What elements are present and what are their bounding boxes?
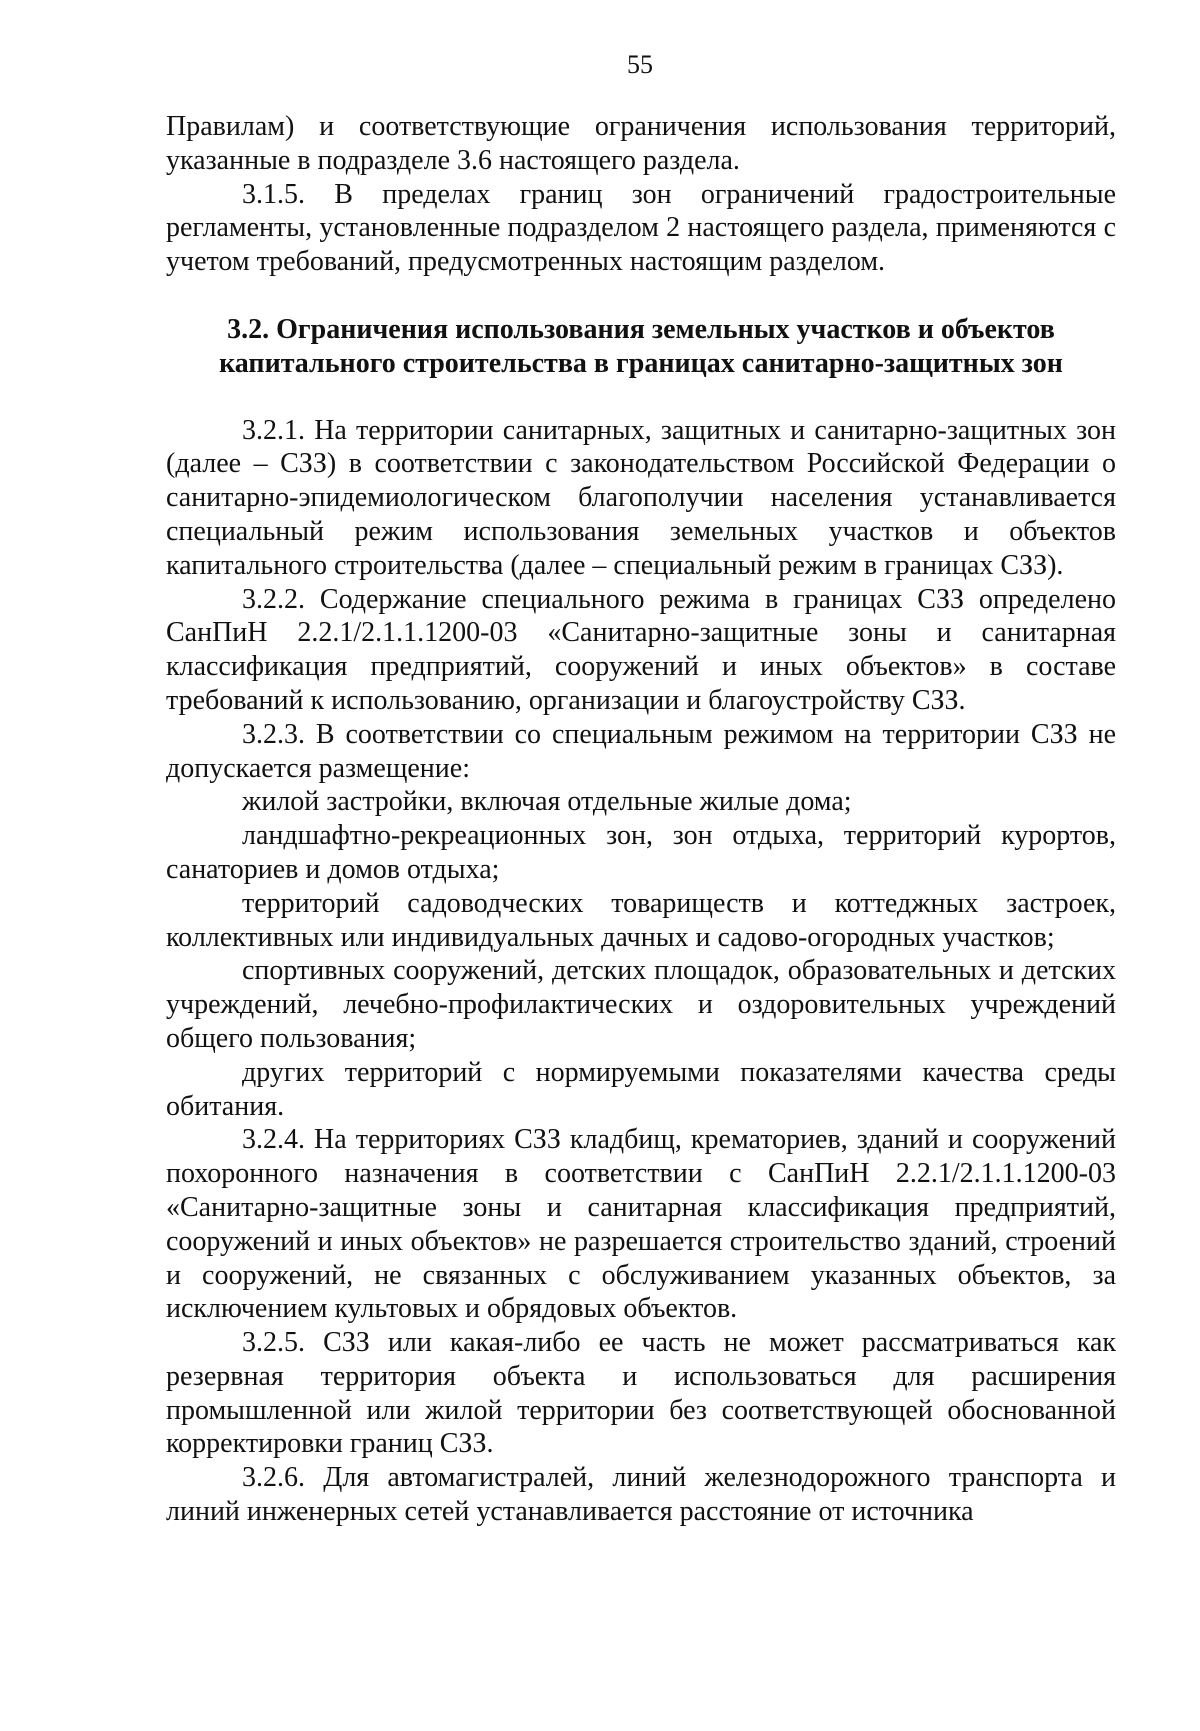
paragraph-3-2-3: 3.2.3. В соответствии со специальным режимом на территории СЗЗ не допускается размещение: (166, 718, 1116, 784)
list-item: территорий садоводческих товариществ и коттеджных застроек, коллективных или индивидуальных дачных и садово-огородных участков; (166, 887, 1116, 953)
section-heading-line-2: капитального строительства в границах санитарно-защитных зон (219, 347, 1063, 379)
document-body (166, 110, 1116, 1529)
paragraph-3-2-2: 3.2.2. Содержание специального режима в границах СЗЗ определено СанПиН 2.2.1/2.1.1.1200-03 «Санитарно-защитные зоны и санитарная классификация предприятий, сооружений и иных объектов» в составе требований к использованию, организации и благоустройству СЗЗ. (166, 583, 1116, 716)
section-heading-line-1: 3.2. Ограничения использования земельных участков и объектов (227, 313, 1055, 345)
paragraph-3-2-1: 3.2.1. На территории санитарных, защитных и санитарно-защитных зон (далее – СЗЗ) в соответствии с законодательством Российской Федерации о санитарно-эпидемиологическом благополучии населения устанавливается специальный режим использования земельных участков и объектов капитального строительства (далее – специальный режим в границах СЗЗ). (166, 414, 1116, 581)
paragraph-3-2-4: 3.2.4. На территориях СЗЗ кладбищ, крематориев, зданий и сооружений похоронного назначения в соответствии с СанПиН 2.2.1/2.1.1.1200-03 «Санитарно-защитные зоны и санитарная классификация предприятий, сооружений и иных объектов» не разрешается строительство зданий, строений и сооружений, не связанных с обслуживанием указанных объектов, за исключением культовых и обрядовых объектов. (166, 1124, 1116, 1325)
paragraph-3-2-6: 3.2.6. Для автомагистралей, линий железнодорожного транспорта и линий инженерных сетей устанавливается расстояние от источника (166, 1462, 1116, 1528)
page-number: 55 (627, 50, 653, 79)
paragraph-continuation: Правилам) и соответствующие ограничения использования территорий, указанные в подразделе 3.6 настоящего раздела. (166, 111, 1116, 176)
paragraph-3-1-5: 3.1.5. В пределах границ зон ограничений градостроительные регламенты, установленные подразделом 2 настоящего раздела, применяются с учетом требований, предусмотренных настоящим разделом. (166, 178, 1116, 278)
list-item: жилой застройки, включая отдельные жилые дома; (242, 786, 852, 818)
list-item: ландшафтно-рекреационных зон, зон отдыха, территорий курортов, санаториев и домов отдыха; (166, 820, 1116, 885)
paragraph-3-2-5: 3.2.5. СЗЗ или какая-либо ее часть не может рассматриваться как резервная территория объекта и использоваться для расширения промышленной или жилой территории без соответствующей обоснованной корректировки границ СЗЗ. (166, 1327, 1116, 1460)
list-item: других территорий с нормируемыми показателями качества среды обитания. (166, 1056, 1116, 1122)
section-heading-3-2 (166, 313, 1116, 381)
list-item: спортивных сооружений, детских площадок, образовательных и детских учреждений, лечебно-профилактических и оздоровительных учреждений общего пользования; (166, 955, 1116, 1054)
